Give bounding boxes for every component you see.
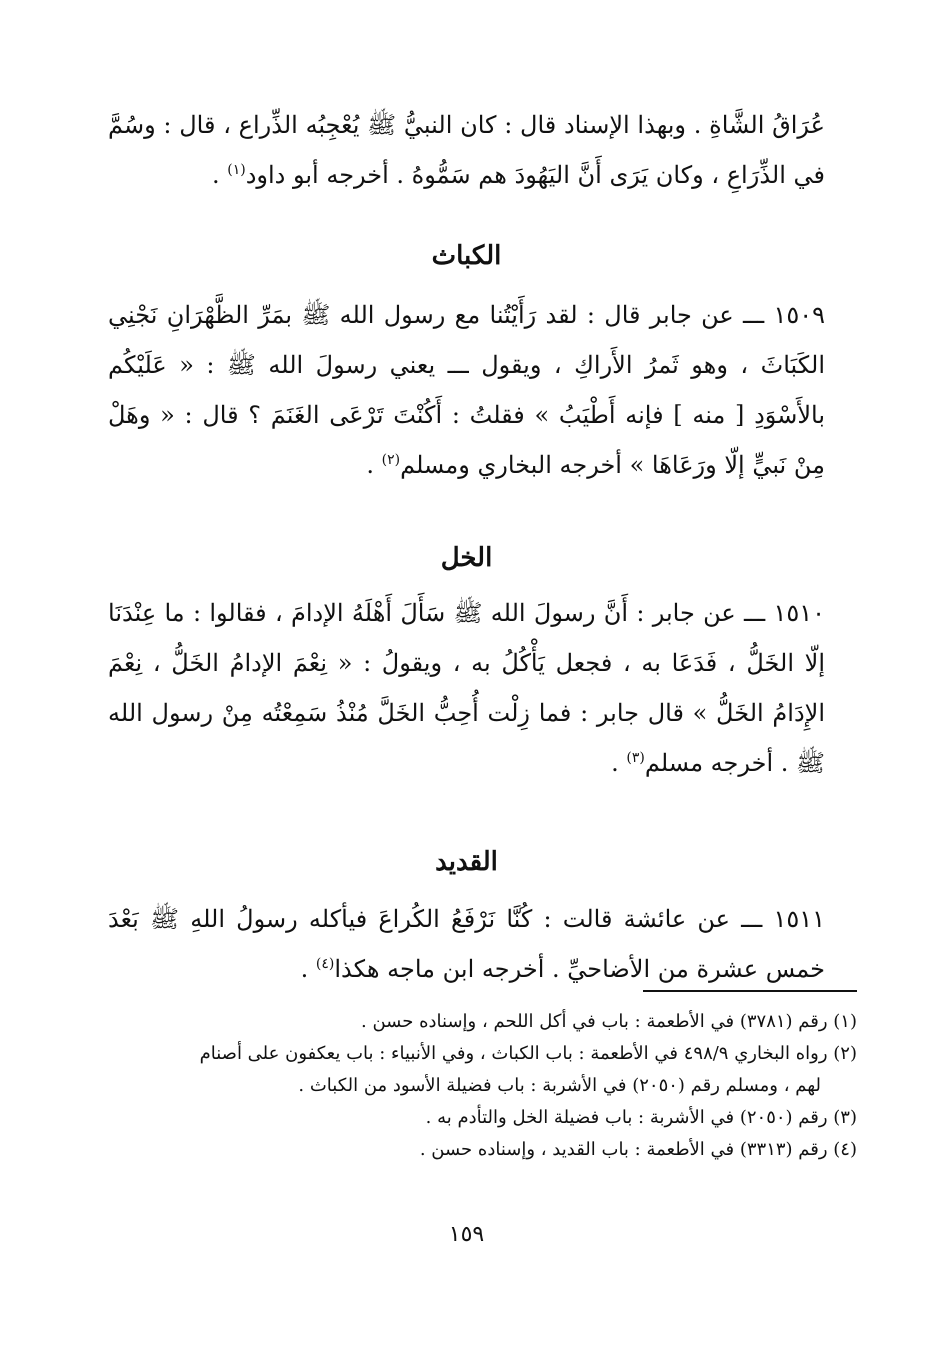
footnote-divider [643,990,857,992]
footnote-ref-3: (٣) [626,750,645,766]
footnote-4: (٤) رقم (٣٣١٣) في الأطعمة : باب القديد ، وإسناده حسن . [419,1139,857,1160]
footnote-2-continued: لهم ، ومسلم رقم (٢٠٥٠) في الأشربة : باب فضيلة الأسود من الكباث . [298,1075,821,1096]
footnote-2: (٢) رواه البخاري ٤٩٨/٩ في الأطعمة : باب الكباث ، وفي الأنبياء : باب يعكفون على أصنام [199,1043,857,1064]
section-heading-qadid: القديد [435,847,498,877]
intro-text: عُرَاقُ الشَّاةِ . وبهذا الإسناد قال : كان النبيُّ ﷺ يُعْجِبُه الذِّراع ، قال : وسُمَّ في الذِّرَاعِ ، وكان يَرَى أَنَّ اليَهُودَ هم سَمُّوهُ . أخرجه أبو داود [108,111,825,189]
footnote-ref-2: (٢) [381,452,401,468]
footnote-ref-1: (١) [227,162,246,178]
hadith-1509-tail: . [366,451,382,479]
intro-tail: . [211,161,228,189]
hadith-1509 [108,290,825,490]
page-body [108,100,825,994]
footnote-ref-4: (٤) [315,956,335,972]
section-heading-kabath: الكباث [431,241,502,271]
hadith-1511-text: ١٥١١ ـــ عن عائشة قالت : كُنَّا نَرْفَعُ الكُراعَ فيأكله رسولُ اللهِ ﷺ بَعْدَ خمس عشرة من الأضاحيِّ . أخرجه ابن ماجه هكذا [108,905,825,983]
hadith-1510 [108,588,825,788]
intro-paragraph [108,100,825,200]
footnote-1: (١) رقم (٣٧٨١) في الأطعمة : باب في أكل اللحم ، وإسناده حسن . [361,1011,857,1032]
hadith-1511-tail: . [300,955,316,983]
footnotes [108,1006,857,1166]
hadith-1510-tail: . [611,749,627,777]
hadith-1511 [108,894,825,994]
hadith-1509-text: ١٥٠٩ ـــ عن جابر قال : لقد رَأَيْتُنا مع رسول الله ﷺ بمَرِّ الظَّهْرَانِ نَجْنِي الكَبَاثَ ، وهو ثَمرُ الأَراكِ ، ويقول ـــ يعني رسولَ الله ﷺ : « عَلَيْكُم بالأَسْوَدِ [ منه ] فإنه أَطْيَبُ » فقلتُ : أَكُنْتَ تَرْعَى الغَنَمَ ؟ قال : « وهَلْ مِنْ نَبيٍّ إلّا ورَعَاهَا » أخرجه البخاري ومسلم [108,301,825,479]
page-number: ١٥٩ [448,1222,485,1247]
section-heading-khall: الخل [440,543,493,573]
footnote-3: (٣) رقم (٢٠٥٠) في الأشربة : باب فضيلة الخل والتأدم به . [425,1107,857,1128]
hadith-1510-text: ١٥١٠ ـــ عن جابر : أَنَّ رسولَ الله ﷺ سَأَلَ أَهْلَهُ الإدامَ ، فقالوا : ما عِنْدَنَا إلّا الخَلُّ ، فَدَعَا به ، فجعل يَأْكُلُ به ، ويقولُ : « نِعْمَ الإدامُ الخَلُّ ، نِعْمَ الإِدَامُ الخَلُّ » قال جابر : فما زِلْت أُحِبُّ الخَلَّ مُنْذُ سَمِعْتُه مِنْ رسول الله ﷺ . أخرجه مسلم [108,599,826,777]
